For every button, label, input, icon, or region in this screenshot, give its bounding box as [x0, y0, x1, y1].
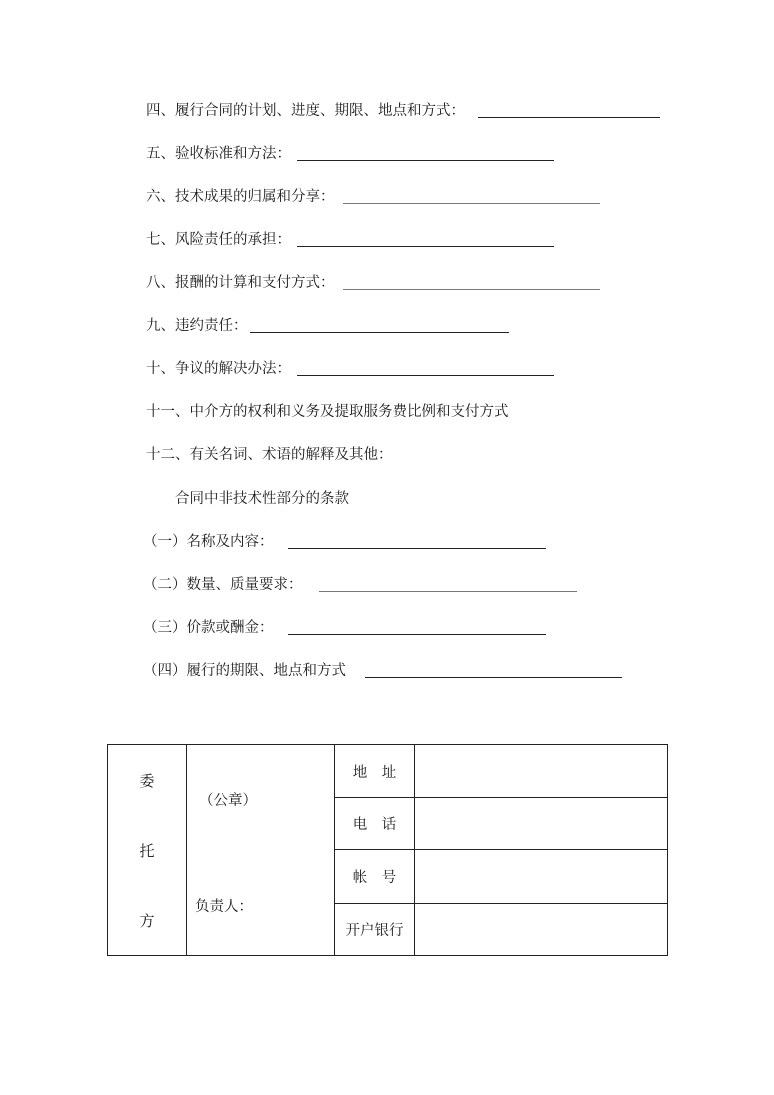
clause-4-blank[interactable]: [478, 117, 660, 118]
party-char-3: 方: [139, 911, 155, 930]
non-tech-heading: 合同中非技术性部分的条款: [175, 491, 349, 507]
account-label: 帐 号: [335, 850, 415, 903]
non-tech-item-3-blank[interactable]: [288, 634, 546, 635]
non-tech-item-2: （二）数量、质量要求：: [143, 577, 303, 593]
clause-5-blank[interactable]: [297, 160, 554, 161]
clause-9: 九、违约责任：: [146, 318, 248, 334]
clause-10: 十、争议的解决办法：: [146, 361, 291, 377]
clause-5: 五、验收标准和方法：: [146, 146, 291, 162]
clause-12: 十二、有关名词、术语的解释及其他：: [146, 447, 393, 463]
non-tech-item-2-blank[interactable]: [319, 591, 577, 592]
clause-7-blank[interactable]: [297, 246, 554, 247]
party-char-1: 委: [139, 771, 155, 790]
clause-6-blank[interactable]: [343, 203, 600, 204]
bank-field[interactable]: [415, 903, 668, 955]
seal-cell: [187, 745, 335, 956]
clause-11: 十一、中介方的权利和义务及提取服务费比例和支付方式: [146, 404, 509, 420]
non-tech-item-1: （一）名称及内容：: [143, 534, 274, 550]
clause-7: 七、风险责任的承担：: [146, 232, 291, 248]
non-tech-item-3: （三）价款或酬金：: [143, 620, 274, 636]
clause-8-blank[interactable]: [343, 289, 600, 290]
address-field[interactable]: [415, 745, 668, 798]
seal-label: （公章）: [199, 793, 257, 809]
clause-10-blank[interactable]: [297, 375, 554, 376]
phone-label: 电 话: [335, 798, 415, 850]
clause-6: 六、技术成果的归属和分享：: [146, 189, 335, 205]
party-cell: [108, 745, 187, 956]
clause-8: 八、报酬的计算和支付方式：: [146, 275, 335, 291]
clause-4: 四、履行合同的计划、进度、期限、地点和方式：: [146, 103, 465, 119]
account-field[interactable]: [415, 850, 668, 903]
bank-label: 开户银行: [335, 903, 415, 955]
non-tech-item-4: （四）履行的期限、地点和方式: [143, 663, 346, 679]
responsible-person-label: 负责人：: [195, 899, 253, 915]
non-tech-item-1-blank[interactable]: [288, 548, 546, 549]
clause-9-blank[interactable]: [250, 332, 509, 333]
party-char-2: 托: [139, 841, 155, 860]
non-tech-item-4-blank[interactable]: [365, 677, 622, 678]
phone-field[interactable]: [415, 798, 668, 850]
client-signature-table: [107, 744, 668, 956]
address-label: 地 址: [335, 745, 415, 798]
